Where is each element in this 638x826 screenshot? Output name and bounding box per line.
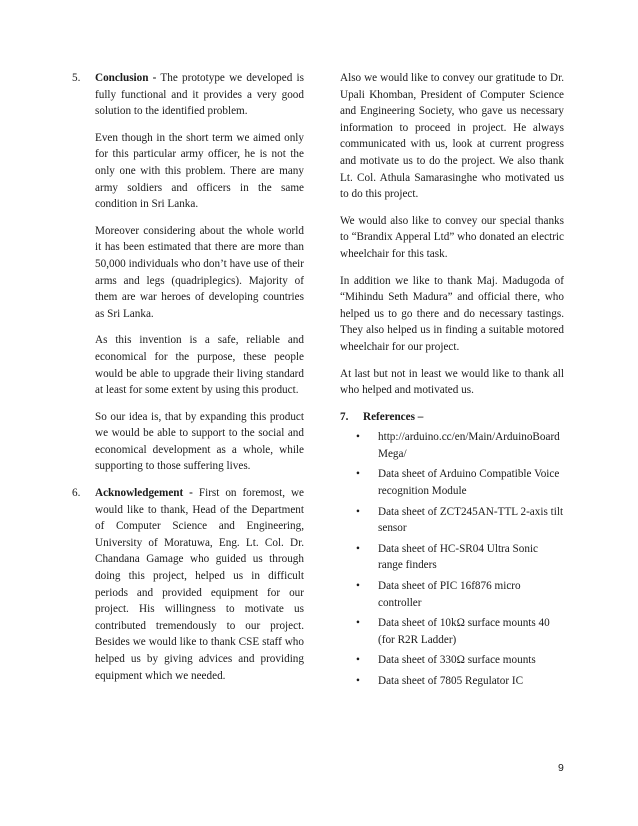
paragraph: We would also like to convey our special thanks to “Brandix Apperal Ltd” who donated an electric wheelchair for this task.: [340, 214, 564, 260]
page-number: 9: [558, 762, 564, 774]
paragraph: In addition we like to thank Maj. Madugoda of “Mihindu Seth Madura” and official there, who helped us to go there and do necessary tastings. They also helped us in finding a suitable motored wheelchair for our project.: [340, 274, 564, 353]
section-text: First on foremost, we would like to thank, Head of the Department of Computer Science and Engineering, University of Moratuwa, Eng. Lt. Col. Dr. Chandana Gamage who guided us through doing this project, helped us in difficult periods and provided equipment for our project. His willingness to motivate us contributed tremendously to our project. Besides we would like to thank CSE staff who helped us by giving advices and providing equipment which we needed.: [95, 487, 304, 682]
paragraph: Even though in the short term we aimed only for this particular army officer, he is not the only one with this problem. There are many army soldiers and officers in the same condition in Sri Lanka.: [95, 131, 304, 211]
section-heading: References –: [363, 410, 424, 423]
section-heading: Conclusion -: [95, 72, 157, 84]
acknowledgement-section: [72, 485, 304, 684]
list-item: • Data sheet of 7805 Regulator IC: [378, 673, 564, 690]
section-number: 7.: [340, 410, 349, 423]
left-column: [72, 70, 304, 694]
list-item: • Data sheet of PIC 16f876 micro controller: [378, 578, 564, 611]
paragraph: At last but not in least we would like to thank all who helped and motivated us.: [340, 367, 564, 397]
paragraph: As this invention is a safe, reliable and economical for the purpose, these people would be able to upgrade their living standard at least for some extent by using this product.: [95, 334, 304, 397]
references-section: [340, 409, 564, 426]
list-item: • Data sheet of 330Ω surface mounts: [378, 652, 564, 669]
conclusion-section: [72, 70, 304, 120]
section-number: 5.: [72, 72, 81, 84]
section-number: 6.: [72, 487, 81, 500]
references-list: [340, 429, 564, 689]
paragraph: Moreover considering about the whole world it has been estimated that there are more than 50,000 individuals who don’t have use of their arms and legs (quadriplegics). Majority of them are war heroes of developing countries as Sri Lanka.: [95, 224, 304, 320]
section-heading: Acknowledgement -: [95, 487, 193, 500]
conclusion-paragraphs: [95, 130, 304, 475]
paragraph: Also we would like to convey our gratitude to Dr. Upali Khomban, President of Computer Science and Engineering Society, who gave us necessary information to proceed in project. He always communicated with us, look at current progress and motivate us to do the project. We also thank Lt. Col. Athula Samarasinghe who motivated us to do this project.: [340, 72, 564, 201]
paragraph: So our idea is, that by expanding this product we would be able to support to the social and economical development as a whole, while supporting to those suffering lives.: [95, 410, 304, 473]
list-item: • Data sheet of HC-SR04 Ultra Sonic range finders: [378, 541, 564, 574]
list-item: • http://arduino.cc/en/Main/ArduinoBoard Mega/: [378, 429, 564, 462]
section-text: The prototype we developed is fully functional and it provides a very good solution to the identified problem.: [95, 72, 304, 118]
list-item: • Data sheet of ZCT245AN-TTL 2-axis tilt sensor: [378, 504, 564, 537]
right-column: [340, 70, 564, 694]
list-item: • Data sheet of 10kΩ surface mounts 40 (for R2R Ladder): [378, 615, 564, 648]
list-item: • Data sheet of Arduino Compatible Voice recognition Module: [378, 466, 564, 499]
